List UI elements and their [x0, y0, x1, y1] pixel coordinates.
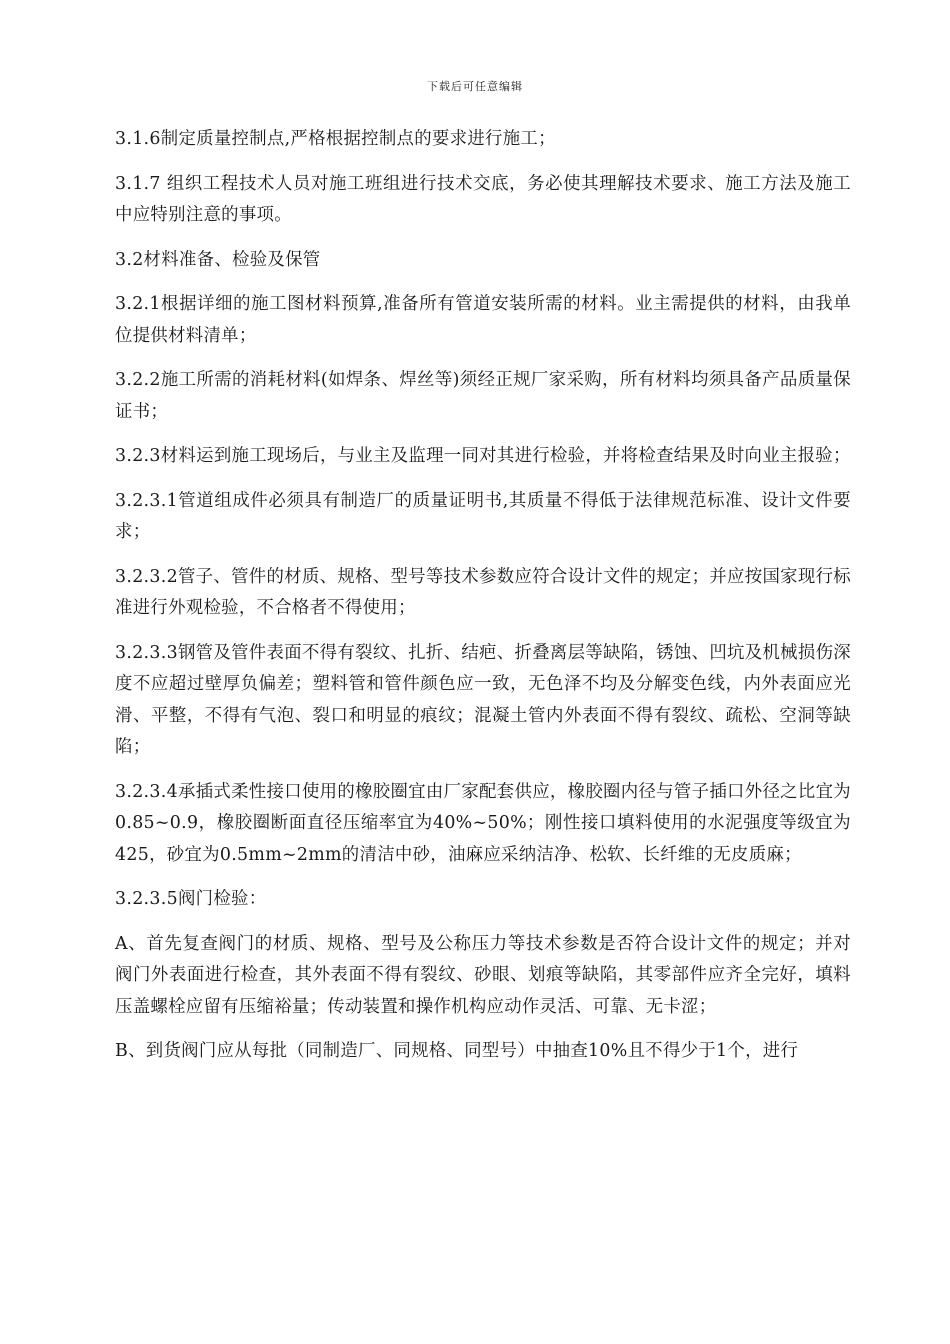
section-heading-3-2: 3.2材料准备、检验及保管	[115, 249, 321, 270]
paragraph-3-2-2: 3.2.2施工所需的消耗材料(如焊条、焊丝等)须经正规厂家采购，所有材料均须具备产品质量保证书；	[115, 370, 851, 422]
paragraph-3-2-3-2: 3.2.3.2管子、管件的材质、规格、型号等技术参数应符合设计文件的规定；并应按国家现行标准进行外观检验，不合格者不得使用；	[115, 566, 851, 618]
paragraph-3-2-3-4: 3.2.3.4承插式柔性接口使用的橡胶圈宜由厂家配套供应，橡胶圈内径与管子插口外径之比宜为0.85~0.9，橡胶圈断面直径压缩率宜为40%~50%；刚性接口填料使用的水泥强度等级宜为425，砂宜为0.5mm~2mm的清洁中砂，油麻应采纳洁净、松软、长纤维的无皮质麻；	[115, 781, 851, 865]
paragraph-3-1-7: 3.1.7 组织工程技术人员对施工班组进行技术交底，务必使其理解技术要求、施工方法及施工中应特别注意的事项。	[115, 173, 851, 225]
document-body	[115, 124, 851, 1081]
paragraph-3-1-6: 3.1.6制定质量控制点,严格根据控制点的要求进行施工；	[115, 129, 556, 149]
paragraph-3-2-1: 3.2.1根据详细的施工图材料预算,准备所有管道安装所需的材料。业主需提供的材料，由我单位提供材料清单；	[115, 294, 851, 346]
paragraph-3-2-3-5: 3.2.3.5阀门检验：	[115, 889, 267, 909]
paragraph-3-2-3-3: 3.2.3.3钢管及管件表面不得有裂纹、扎折、结疤、折叠离层等缺陷，锈蚀、凹坑及机械损伤深度不应超过壁厚负偏差；塑料管和管件颜色应一致，无色泽不均及分解变色线，内外表面应光滑、平整，不得有气泡、裂口和明显的痕纹；混凝土管内外表面不得有裂纹、疏松、空洞等缺陷；	[115, 642, 851, 757]
paragraph-3-2-3-1: 3.2.3.1管道组成件必须具有制造厂的质量证明书,其质量不得低于法律规范标准、设计文件要求；	[115, 490, 851, 542]
page-header: 下载后可任意编辑	[427, 80, 523, 93]
paragraph-item-a: A、首先复查阀门的材质、规格、型号及公称压力等技术参数是否符合设计文件的规定；并对阀门外表面进行检查，其外表面不得有裂纹、砂眼、划痕等缺陷，其零部件应齐全完好，填料压盖螺栓应留有压缩裕量；传动装置和操作机构应动作灵活、可靠、无卡涩；	[115, 933, 851, 1017]
paragraph-3-2-3: 3.2.3材料运到施工现场后，与业主及监理一同对其进行检验，并将检查结果及时向业主报验；	[115, 446, 851, 466]
paragraph-item-b: B、到货阀门应从每批（同制造厂、同规格、同型号）中抽查10%且不得少于1个，进行	[115, 1041, 799, 1061]
